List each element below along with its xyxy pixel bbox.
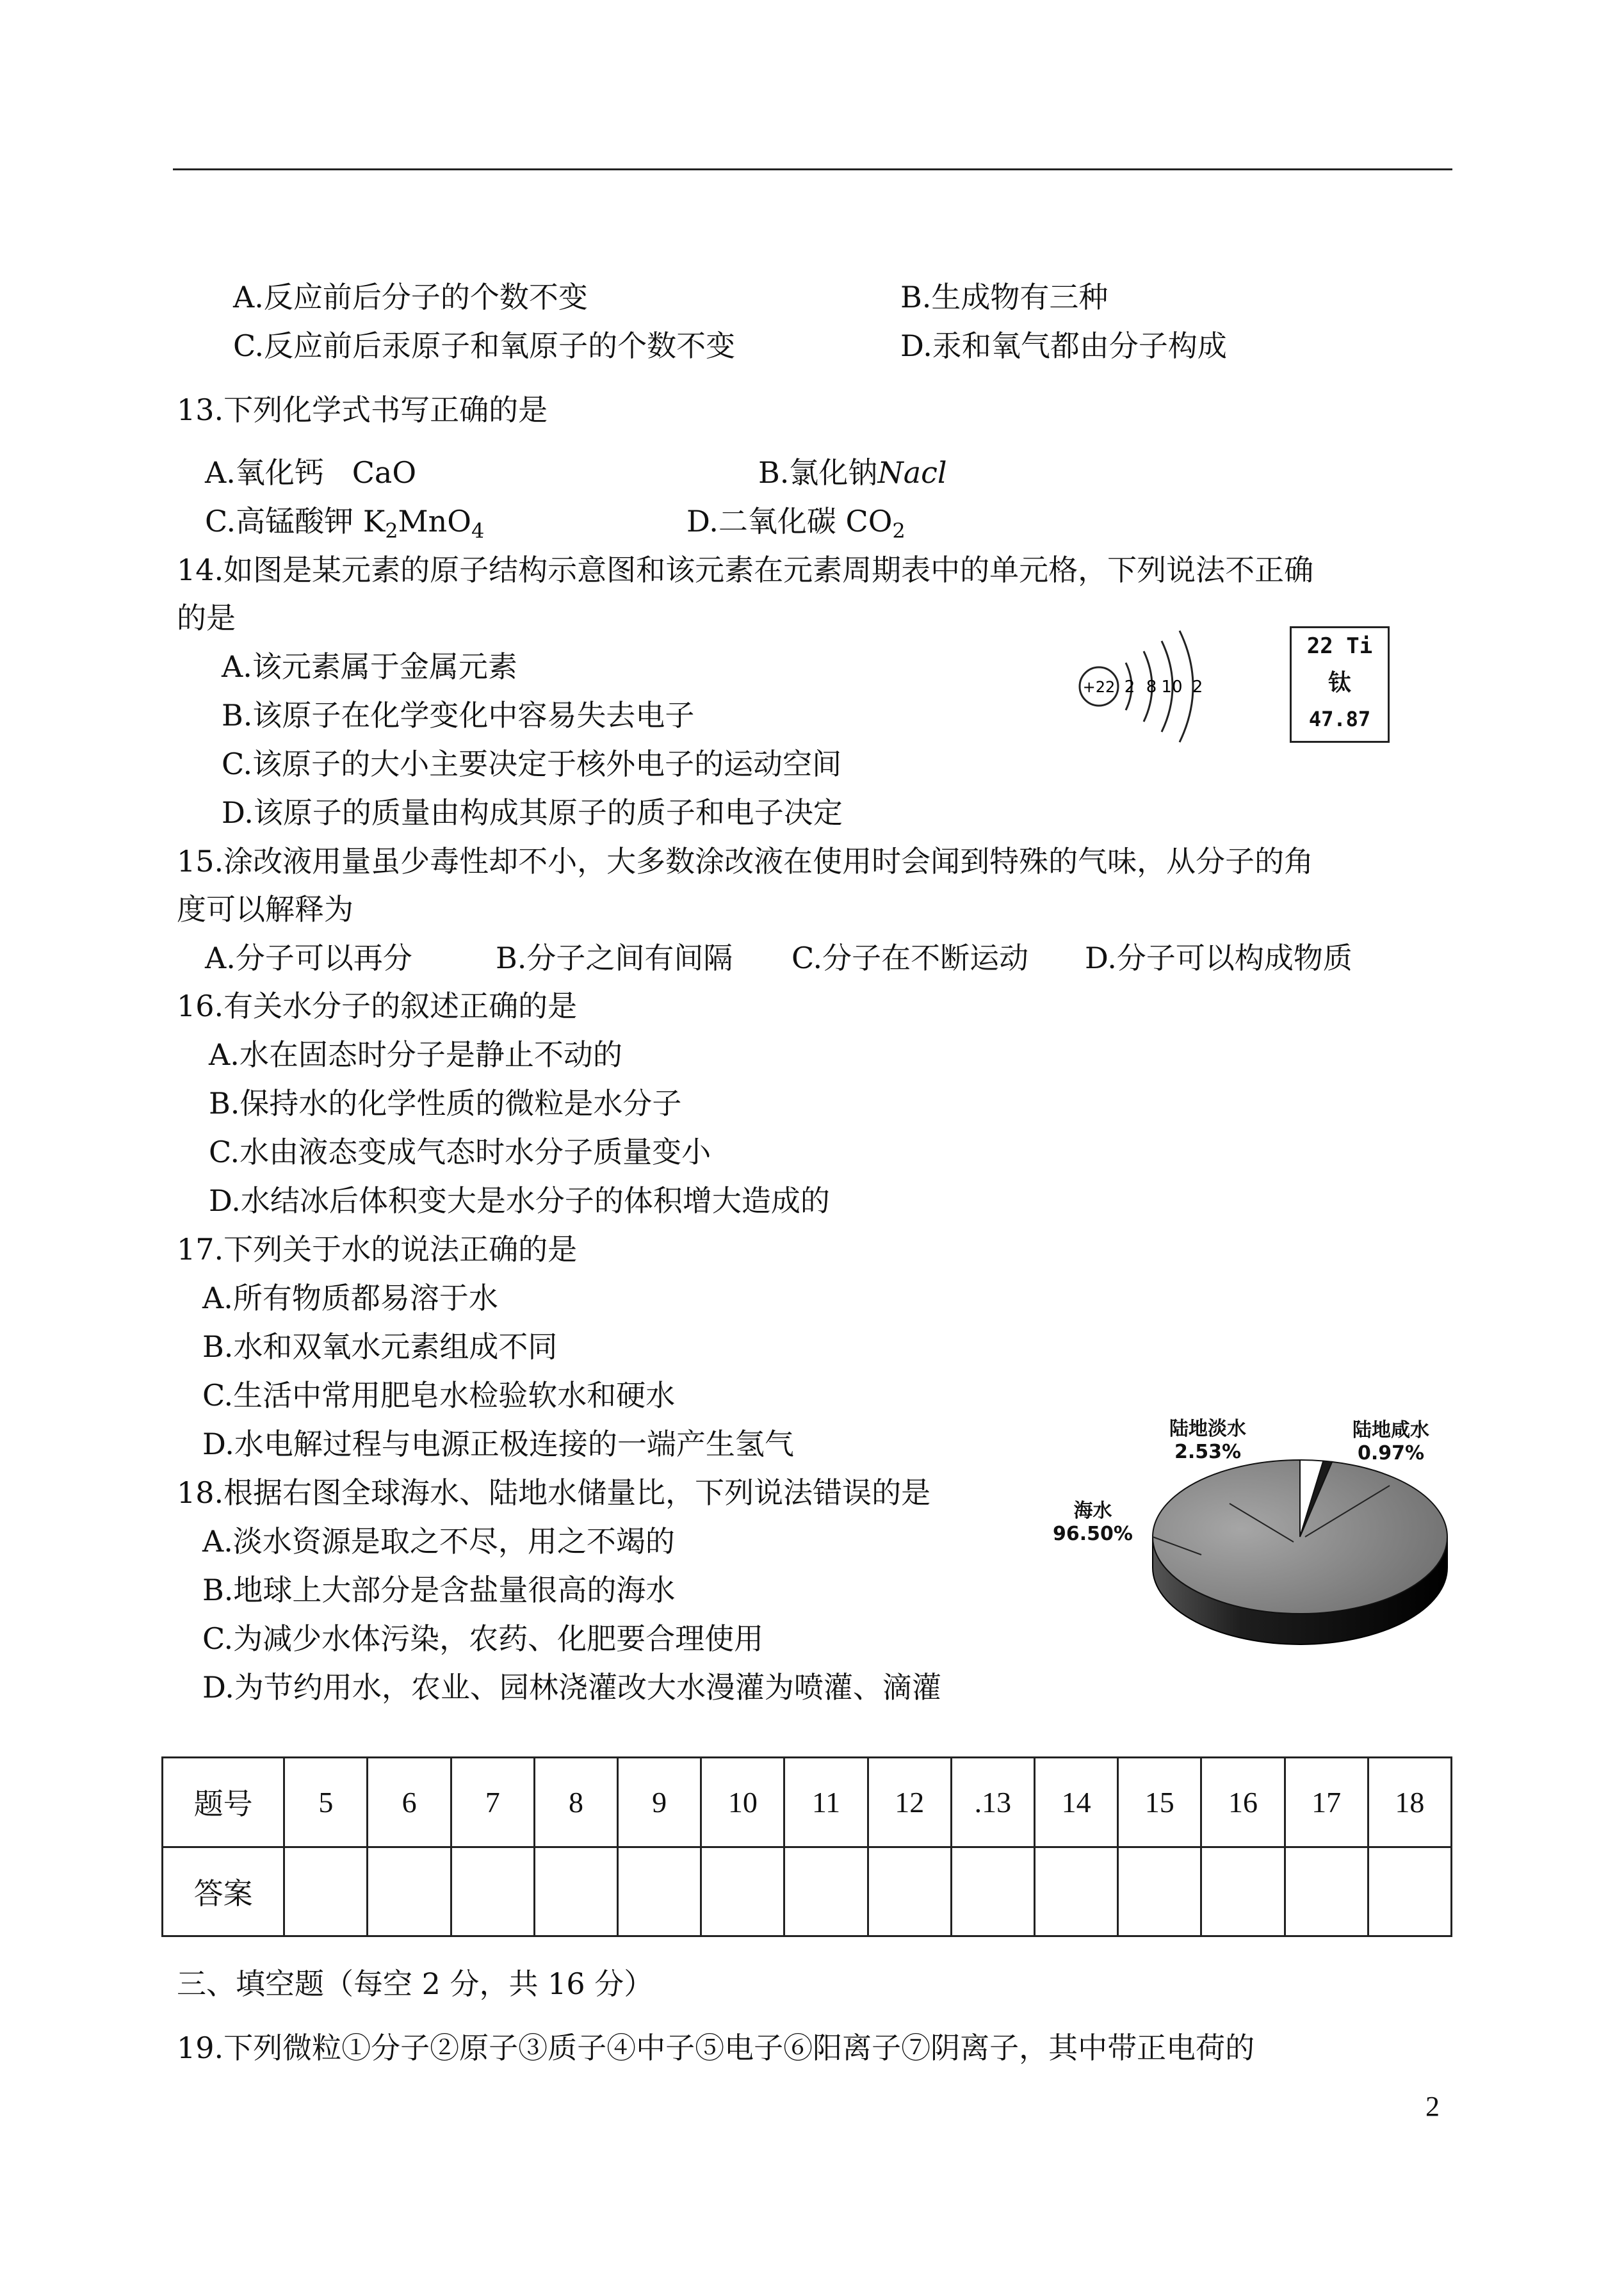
table-number-cell: 11 bbox=[784, 1758, 868, 1847]
q15-option-d: D.分子可以构成物质 bbox=[1085, 941, 1352, 975]
q12-option-a: A.反应前后分子的个数不变 bbox=[233, 280, 588, 314]
table-number-cell: 14 bbox=[1034, 1758, 1117, 1847]
table-number-cell: 5 bbox=[284, 1758, 368, 1847]
q14-option-c: C.该原子的大小主要决定于核外电子的运动空间 bbox=[222, 747, 842, 781]
answer-cell[interactable] bbox=[784, 1847, 868, 1936]
q14-option-d: D.该原子的质量由构成其原子的质子和电子决定 bbox=[222, 795, 843, 830]
answer-table bbox=[161, 1756, 1452, 1937]
q16-option-d: D.水结冰后体积变大是水分子的体积增大造成的 bbox=[209, 1183, 830, 1218]
answer-cell[interactable] bbox=[534, 1847, 617, 1936]
q18-option-a: A.淡水资源是取之不尽，用之不竭的 bbox=[202, 1524, 675, 1559]
water-distribution-pie-chart bbox=[1050, 1418, 1460, 1684]
element-number-symbol: 22 Ti bbox=[1306, 633, 1373, 659]
answer-cell[interactable] bbox=[451, 1847, 534, 1936]
element-mass: 47.87 bbox=[1308, 707, 1371, 731]
q13-option-c: C.高锰酸钾 $K_2MnO_4$ bbox=[205, 504, 485, 543]
nucleus-charge: +22 bbox=[1082, 678, 1116, 696]
q13-option-b: B.氯化钠Nacl bbox=[758, 455, 947, 490]
answer-cell[interactable] bbox=[618, 1847, 701, 1936]
answer-cell[interactable] bbox=[701, 1847, 784, 1936]
q16-option-b: B.保持水的化学性质的微粒是水分子 bbox=[209, 1086, 682, 1121]
q12-option-d: D.汞和氧气都由分子构成 bbox=[900, 328, 1227, 363]
q14-stem-line2: 的是 bbox=[177, 601, 236, 635]
atom-structure-diagram bbox=[1076, 618, 1242, 752]
pie-label-sea-water: 海水 96.50% bbox=[1053, 1500, 1133, 1545]
table-number-cell: 15 bbox=[1118, 1758, 1201, 1847]
q18-option-d: D.为节约用水，农业、园林浇灌改大水漫灌为喷灌、滴灌 bbox=[202, 1670, 941, 1705]
answer-cell[interactable] bbox=[1368, 1847, 1451, 1936]
q18-option-c: C.为减少水体污染，农药、化肥要合理使用 bbox=[202, 1621, 764, 1656]
q14-option-a: A.该元素属于金属元素 bbox=[222, 649, 517, 684]
q13-option-a: A.氧化钙 CaO bbox=[205, 455, 417, 490]
q13-stem: 13.下列化学式书写正确的是 bbox=[177, 393, 548, 427]
q13-option-d: D.二氧化碳 $CO_2$ bbox=[686, 504, 905, 543]
header-rule bbox=[173, 168, 1452, 170]
table-number-cell: 18 bbox=[1368, 1758, 1451, 1847]
q17-option-c: C.生活中常用肥皂水检验软水和硬水 bbox=[202, 1378, 676, 1413]
q12-option-b: B.生成物有三种 bbox=[900, 280, 1108, 314]
section-3-heading: 三、填空题（每空 2 分，共 16 分） bbox=[177, 1967, 654, 2001]
shell-1-electrons: 2 bbox=[1124, 677, 1135, 697]
pie-label-salt-land-water: 陆地咸水 0.97% bbox=[1352, 1419, 1429, 1464]
answer-cell[interactable] bbox=[368, 1847, 451, 1936]
q15-option-b: B.分子之间有间隔 bbox=[496, 941, 733, 975]
q18-stem: 18.根据右图全球海水、陆地水储量比，下列说法错误的是 bbox=[177, 1475, 931, 1510]
q17-option-d: D.水电解过程与电源正极连接的一端产生氢气 bbox=[202, 1427, 794, 1461]
answer-cell[interactable] bbox=[284, 1847, 368, 1936]
table-number-cell: 10 bbox=[701, 1758, 784, 1847]
pie-slice-sea-water bbox=[1153, 1460, 1447, 1614]
q16-option-c: C.水由液态变成气态时水分子质量变小 bbox=[209, 1135, 711, 1169]
q14-option-b: B.该原子在化学变化中容易失去电子 bbox=[222, 698, 695, 733]
answer-cell[interactable] bbox=[1118, 1847, 1201, 1936]
periodic-table-cell bbox=[1290, 626, 1390, 743]
shell-3-electrons: 10 bbox=[1161, 677, 1183, 697]
q15-option-c: C.分子在不断运动 bbox=[792, 941, 1029, 975]
shell-2-electrons: 8 bbox=[1146, 677, 1157, 697]
table-header-number: 题号 bbox=[163, 1758, 284, 1847]
table-header-answer: 答案 bbox=[163, 1847, 284, 1936]
q19-stem: 19.下列微粒①分子②原子③质子④中子⑤电子⑥阳离子⑦阴离子，其中带正电荷的 bbox=[177, 2031, 1255, 2065]
q17-option-b: B.水和双氧水元素组成不同 bbox=[202, 1329, 558, 1364]
q18-option-b: B.地球上大部分是含盐量很高的海水 bbox=[202, 1573, 676, 1607]
q14-stem-line1: 14.如图是某元素的原子结构示意图和该元素在元素周期表中的单元格，下列说法不正确 bbox=[177, 553, 1314, 587]
answer-cell[interactable] bbox=[1285, 1847, 1368, 1936]
q16-stem: 16.有关水分子的叙述正确的是 bbox=[177, 989, 578, 1023]
table-number-cell: .13 bbox=[951, 1758, 1034, 1847]
q12-option-c: C.反应前后汞原子和氧原子的个数不变 bbox=[233, 328, 736, 363]
page-number: 2 bbox=[1425, 2091, 1440, 2122]
answer-table-answer-row bbox=[163, 1847, 1452, 1936]
q15-stem-line1: 15.涂改液用量虽少毒性却不小，大多数涂改液在使用时会闻到特殊的气味，从分子的角 bbox=[177, 844, 1314, 879]
answer-cell[interactable] bbox=[868, 1847, 951, 1936]
answer-table-number-row bbox=[163, 1758, 1452, 1847]
pie-label-fresh-water: 陆地淡水 2.53% bbox=[1169, 1418, 1246, 1463]
pie-svg bbox=[1050, 1428, 1460, 1684]
q15-option-a: A.分子可以再分 bbox=[205, 941, 412, 975]
table-number-cell: 7 bbox=[451, 1758, 534, 1847]
table-number-cell: 12 bbox=[868, 1758, 951, 1847]
element-name: 钛 bbox=[1328, 670, 1351, 696]
table-number-cell: 8 bbox=[534, 1758, 617, 1847]
answer-cell[interactable] bbox=[1201, 1847, 1285, 1936]
q17-option-a: A.所有物质都易溶于水 bbox=[202, 1281, 498, 1315]
table-number-cell: 16 bbox=[1201, 1758, 1285, 1847]
answer-cell[interactable] bbox=[1034, 1847, 1117, 1936]
q17-stem: 17.下列关于水的说法正确的是 bbox=[177, 1232, 578, 1267]
q15-stem-line2: 度可以解释为 bbox=[177, 892, 353, 927]
answer-cell[interactable] bbox=[951, 1847, 1034, 1936]
table-number-cell: 17 bbox=[1285, 1758, 1368, 1847]
table-number-cell: 6 bbox=[368, 1758, 451, 1847]
table-number-cell: 9 bbox=[618, 1758, 701, 1847]
shell-4-electrons: 2 bbox=[1192, 677, 1203, 697]
q16-option-a: A.水在固态时分子是静止不动的 bbox=[209, 1037, 622, 1072]
